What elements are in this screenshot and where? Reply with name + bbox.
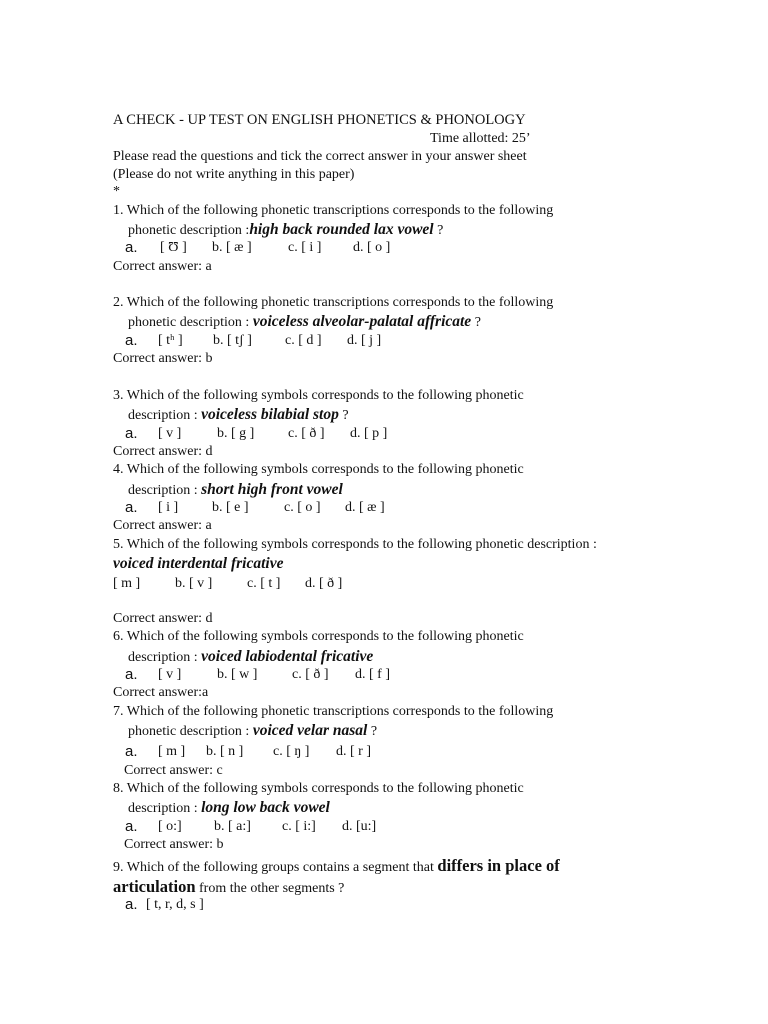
q1-desc-term: high back rounded lax vowel <box>249 221 434 238</box>
q2-option-b: b. [ tʃ ] <box>213 333 252 348</box>
q4-desc-prefix: description : <box>128 483 198 498</box>
q7-option-c: c. [ ŋ ] <box>273 744 310 759</box>
q4-description <box>128 481 343 500</box>
q6-answer: Correct answer:a <box>113 685 209 700</box>
q4-options <box>0 499 768 517</box>
q9-stem-emphasis: differs in place of <box>437 856 560 875</box>
q8-option-b: b. [ a:] <box>214 819 251 834</box>
q7-desc-suffix: ? <box>367 724 378 739</box>
q4-option-b: b. [ e ] <box>212 500 249 515</box>
q5-option-b: b. [ v ] <box>175 576 213 591</box>
q9-stem-emphasis-2: articulation <box>113 877 196 896</box>
q5-desc-term: voiced interdental fricative <box>113 555 284 572</box>
q2-option-a: [ tʰ ] <box>158 333 183 348</box>
q1-option-d: d. [ o ] <box>353 240 391 255</box>
q2-option-a-label: a. <box>125 332 138 349</box>
q7-description <box>128 722 377 741</box>
q6-option-a-label: a. <box>125 666 138 683</box>
q8-option-d: d. [u:] <box>342 819 377 834</box>
q8-option-c: c. [ i:] <box>282 819 316 834</box>
q1-answer: Correct answer: a <box>113 259 212 274</box>
q3-option-a: [ v ] <box>158 426 182 441</box>
q1-desc-suffix: ? <box>433 223 444 238</box>
q3-desc-prefix: description : <box>128 408 198 423</box>
q1-option-a-label: a. <box>125 239 138 256</box>
q1-option-c: c. [ i ] <box>288 240 322 255</box>
q4-option-a: [ i ] <box>158 500 179 515</box>
q8-stem: 8. Which of the following symbols corresponds to the following phonetic <box>113 781 524 796</box>
page-title: A CHECK - UP TEST ON ENGLISH PHONETICS & PHONOLOGY <box>113 112 526 128</box>
q8-desc-term: long low back vowel <box>201 799 330 816</box>
q8-option-a-label: a. <box>125 818 138 835</box>
q4-stem: 4. Which of the following symbols corresponds to the following phonetic <box>113 462 524 477</box>
instruction-line-1: Please read the questions and tick the correct answer in your answer sheet <box>113 149 527 164</box>
q8-option-a: [ o:] <box>158 819 182 834</box>
q9-stem-line-1 <box>113 856 560 878</box>
q9-stem-text: 9. Which of the following groups contains a segment that <box>113 860 438 875</box>
q8-options <box>0 818 768 836</box>
q6-option-a: [ v ] <box>158 667 182 682</box>
q3-option-d: d. [ p ] <box>350 426 388 441</box>
q6-desc-term: voiced labiodental fricative <box>201 648 374 665</box>
q7-option-a: [ m ] <box>158 744 186 759</box>
q2-desc-suffix: ? <box>471 315 481 330</box>
q6-desc-prefix: description : <box>128 650 198 665</box>
q5-description <box>113 555 283 574</box>
q4-answer: Correct answer: a <box>113 518 212 533</box>
q2-options <box>0 332 768 350</box>
q7-option-d: d. [ r ] <box>336 744 371 759</box>
q9-option-a-label: a. <box>125 896 138 913</box>
q4-desc-term: short high front vowel <box>201 481 343 498</box>
q3-desc-suffix: ? <box>338 408 349 423</box>
q6-option-d: d. [ f ] <box>355 667 390 682</box>
q2-description <box>128 313 481 332</box>
q3-option-c: c. [ ð ] <box>288 426 325 441</box>
q1-stem: 1. Which of the following phonetic transcriptions corresponds to the following <box>113 203 554 218</box>
q5-option-d: d. [ ð ] <box>305 576 343 591</box>
q7-desc-term: voiced velar nasal <box>252 722 368 739</box>
q5-options <box>0 575 768 593</box>
q2-stem: 2. Which of the following phonetic transcriptions corresponds to the following <box>113 295 554 310</box>
q2-desc-prefix: phonetic description : <box>128 315 250 330</box>
q1-description <box>128 221 443 240</box>
q7-desc-prefix: phonetic description : <box>128 724 250 739</box>
q1-desc-prefix: phonetic description : <box>128 223 250 238</box>
q9-option-a: [ t, r, d, s ] <box>146 897 204 912</box>
q5-stem: 5. Which of the following symbols corresponds to the following phonetic description : <box>113 537 597 552</box>
instruction-line-2: (Please do not write anything in this paper) <box>113 167 355 182</box>
q1-option-b: b. [ æ ] <box>212 240 252 255</box>
q6-option-b: b. [ w ] <box>217 667 258 682</box>
q3-desc-term: voiceless bilabial stop <box>201 406 339 423</box>
q4-option-d: d. [ æ ] <box>345 500 385 515</box>
q6-option-c: c. [ ð ] <box>292 667 329 682</box>
q7-stem: 7. Which of the following phonetic transcriptions corresponds to the following <box>113 704 554 719</box>
q4-option-a-label: a. <box>125 499 138 516</box>
q3-option-a-label: a. <box>125 425 138 442</box>
q2-option-d: d. [ j ] <box>347 333 382 348</box>
separator-star: * <box>113 184 120 199</box>
q2-option-c: c. [ d ] <box>285 333 322 348</box>
q9-stem-text-2: from the other segments ? <box>195 881 345 896</box>
q6-stem: 6. Which of the following symbols corresponds to the following phonetic <box>113 629 524 644</box>
q7-option-b: b. [ n ] <box>206 744 244 759</box>
q9-options <box>0 896 768 914</box>
q2-desc-term: voiceless alveolar-palatal affricate <box>252 313 472 330</box>
time-allotted: Time allotted: 25’ <box>430 131 531 146</box>
q1-options <box>0 239 768 257</box>
q7-answer: Correct answer: c <box>124 763 223 778</box>
q8-answer: Correct answer: b <box>124 837 224 852</box>
q5-answer: Correct answer: d <box>113 611 213 626</box>
q4-option-c: c. [ o ] <box>284 500 321 515</box>
q3-option-b: b. [ g ] <box>217 426 255 441</box>
q1-option-a: [ Ʊ ] <box>160 240 187 255</box>
q6-options <box>0 666 768 684</box>
q7-options <box>0 743 768 761</box>
q8-description <box>128 799 330 818</box>
q5-option-c: c. [ t ] <box>247 576 281 591</box>
q8-desc-prefix: description : <box>128 801 198 816</box>
q3-description <box>128 406 349 425</box>
q2-answer: Correct answer: b <box>113 351 213 366</box>
q3-stem: 3. Which of the following symbols corresponds to the following phonetic <box>113 388 524 403</box>
q3-answer: Correct answer: d <box>113 444 213 459</box>
q5-option-a: [ m ] <box>113 576 141 591</box>
q6-description <box>128 648 373 667</box>
q7-option-a-label: a. <box>125 743 138 760</box>
q3-options <box>0 425 768 443</box>
